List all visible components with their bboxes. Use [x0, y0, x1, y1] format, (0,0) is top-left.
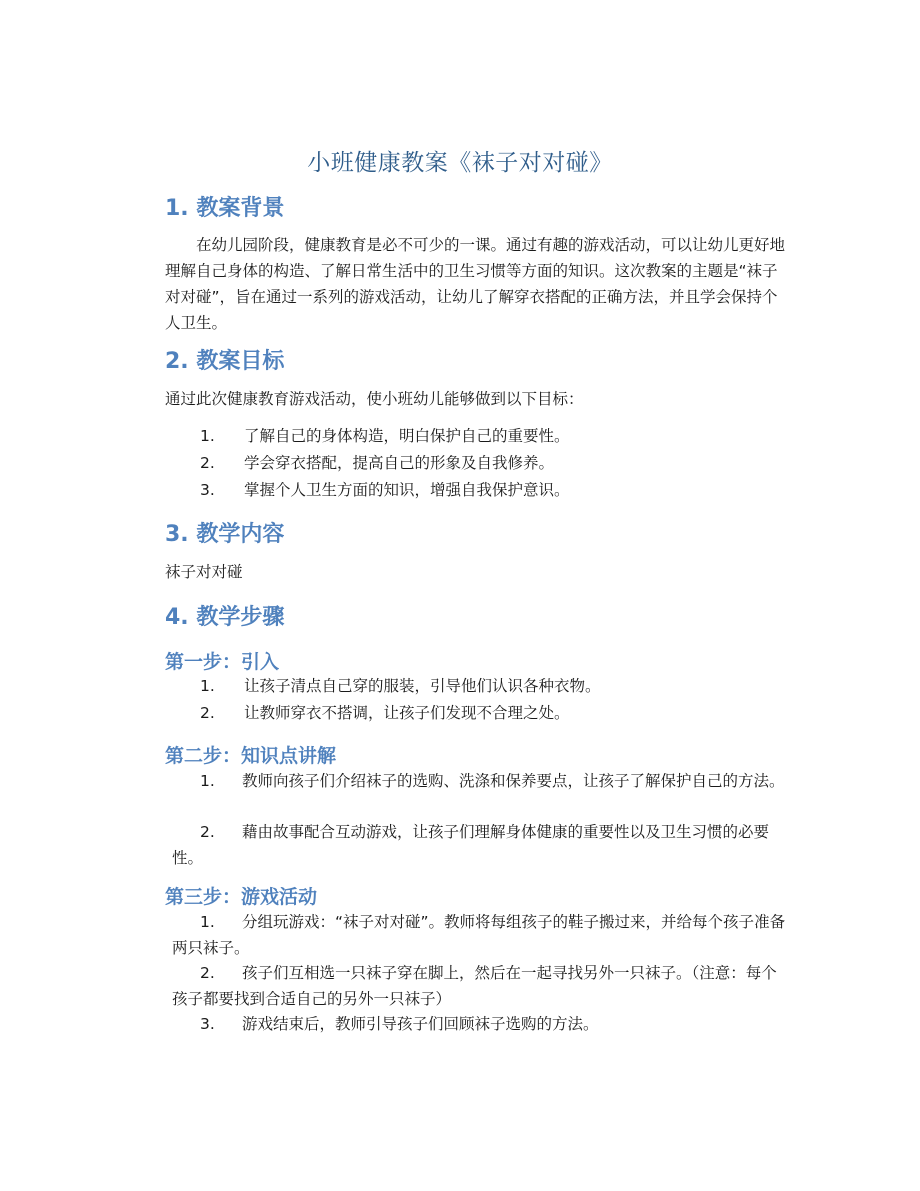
list-number: 3.	[200, 1015, 215, 1033]
section-heading-goals: 2. 教案目标	[165, 349, 285, 374]
list-number: 1.	[200, 772, 215, 790]
list-item	[172, 819, 790, 871]
list-item	[200, 673, 790, 699]
step-heading-intro: 第一步：引入	[165, 651, 280, 673]
list-number: 1.	[200, 913, 215, 931]
list-text: 掌握个人卫生方面的知识，增强自我保护意识。	[244, 481, 570, 499]
list-text: 让孩子清点自己穿的服装，引导他们认识各种衣物。	[244, 677, 601, 695]
list-number: 2.	[200, 704, 215, 722]
list-number: 1.	[200, 427, 215, 445]
section-intro-goals: 通过此次健康教育游戏活动，使小班幼儿能够做到以下目标：	[165, 390, 584, 408]
list-number: 2.	[200, 823, 215, 841]
list-item	[200, 450, 790, 476]
step-heading-knowledge: 第二步：知识点讲解	[165, 745, 337, 767]
list-text: 教师向孩子们介绍袜子的选购、洗涤和保养要点，让孩子了解保护自己的方法。	[242, 772, 785, 790]
list-item	[172, 909, 790, 961]
list-text: 学会穿衣搭配，提高自己的形象及自我修养。	[244, 454, 555, 472]
list-number: 3.	[200, 481, 215, 499]
list-text: 藉由故事配合互动游戏，让孩子们理解身体健康的重要性以及卫生习惯的必要性。	[172, 823, 770, 867]
list-number: 2.	[200, 964, 215, 982]
list-number: 1.	[200, 677, 215, 695]
list-text: 分组玩游戏：“袜子对对碰”。教师将每组孩子的鞋子搬过来，并给每个孩子准备两只袜子。	[172, 913, 786, 957]
section-heading-steps: 4. 教学步骤	[165, 605, 285, 630]
document-title: 小班健康教案《袜子对对碰》	[307, 150, 613, 176]
list-item	[200, 423, 790, 449]
section-heading-background: 1. 教案背景	[165, 196, 285, 221]
list-item	[172, 1011, 790, 1037]
list-item	[200, 700, 790, 726]
step-heading-game: 第三步：游戏活动	[165, 886, 318, 908]
list-item	[172, 960, 790, 1012]
section-body-content: 袜子对对碰	[165, 563, 243, 581]
list-text: 孩子们互相选一只袜子穿在脚上，然后在一起寻找另外一只袜子。（注意：每个孩子都要找到合适自己的另外一只袜子）	[172, 964, 777, 1008]
list-number: 2.	[200, 454, 215, 472]
section-heading-content: 3. 教学内容	[165, 522, 285, 547]
list-item	[200, 477, 790, 503]
list-text: 游戏结束后，教师引导孩子们回顾袜子选购的方法。	[242, 1015, 599, 1033]
list-item	[172, 768, 790, 794]
list-text: 了解自己的身体构造，明白保护自己的重要性。	[244, 427, 570, 445]
list-text: 让教师穿衣不搭调，让孩子们发现不合理之处。	[244, 704, 570, 722]
section-body-background: 在幼儿园阶段，健康教育是必不可少的一课。通过有趣的游戏活动，可以让幼儿更好地理解自己身体的构造、了解日常生活中的卫生习惯等方面的知识。这次教案的主题是“袜子对对碰”，旨在通过一系列的游戏活动，让幼儿了解穿衣搭配的正确方法，并且学会保持个人卫生。	[165, 236, 786, 332]
